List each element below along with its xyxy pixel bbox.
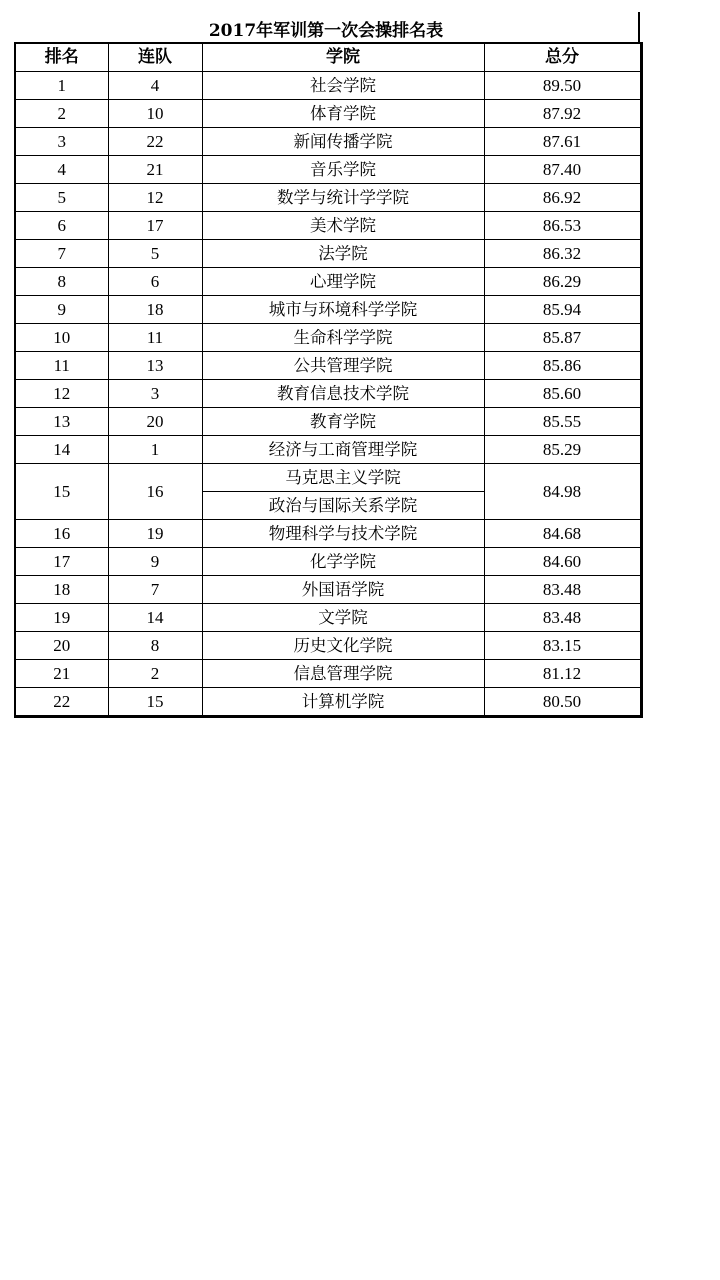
table-row [15, 296, 641, 324]
company-cell: 3 [108, 380, 202, 408]
college-cell: 马克思主义学院 [202, 464, 484, 492]
rank-cell: 2 [15, 100, 108, 128]
company-cell: 22 [108, 128, 202, 156]
company-cell: 10 [108, 100, 202, 128]
table-row [15, 352, 641, 380]
score-cell: 84.98 [484, 464, 641, 520]
header-company: 连队 [108, 43, 202, 72]
table-row [15, 632, 641, 660]
company-cell: 17 [108, 212, 202, 240]
score-cell: 85.29 [484, 436, 641, 464]
rank-cell: 12 [15, 380, 108, 408]
college-cell: 经济与工商管理学院 [202, 436, 484, 464]
rank-cell: 10 [15, 324, 108, 352]
college-cell: 美术学院 [202, 212, 484, 240]
company-cell: 19 [108, 520, 202, 548]
rank-cell: 7 [15, 240, 108, 268]
rank-cell: 21 [15, 660, 108, 688]
score-cell: 86.92 [484, 184, 641, 212]
college-cell: 新闻传播学院 [202, 128, 484, 156]
company-cell: 13 [108, 352, 202, 380]
college-cell: 物理科学与技术学院 [202, 520, 484, 548]
rank-cell: 18 [15, 576, 108, 604]
score-cell: 87.40 [484, 156, 641, 184]
rank-cell: 15 [15, 464, 108, 520]
rank-cell: 4 [15, 156, 108, 184]
table-row [15, 72, 641, 100]
score-cell: 83.48 [484, 604, 641, 632]
score-cell: 84.68 [484, 520, 641, 548]
table-row [15, 520, 641, 548]
table-row [15, 324, 641, 352]
table-body [15, 72, 641, 717]
college-cell: 音乐学院 [202, 156, 484, 184]
rank-cell: 11 [15, 352, 108, 380]
score-cell: 87.61 [484, 128, 641, 156]
company-cell: 7 [108, 576, 202, 604]
company-cell: 14 [108, 604, 202, 632]
rank-cell: 3 [15, 128, 108, 156]
college-cell: 社会学院 [202, 72, 484, 100]
rank-cell: 16 [15, 520, 108, 548]
company-cell: 4 [108, 72, 202, 100]
score-cell: 83.15 [484, 632, 641, 660]
table-row [15, 212, 641, 240]
rank-cell: 1 [15, 72, 108, 100]
table-row [15, 576, 641, 604]
college-cell: 体育学院 [202, 100, 484, 128]
rank-cell: 5 [15, 184, 108, 212]
company-cell: 5 [108, 240, 202, 268]
table-row [15, 380, 641, 408]
table-row [15, 156, 641, 184]
header-rank: 排名 [15, 43, 108, 72]
rank-cell: 22 [15, 688, 108, 717]
score-cell: 80.50 [484, 688, 641, 717]
header-college: 学院 [202, 43, 484, 72]
company-cell: 6 [108, 268, 202, 296]
score-cell: 85.86 [484, 352, 641, 380]
college-cell: 政治与国际关系学院 [202, 492, 484, 520]
college-cell: 教育学院 [202, 408, 484, 436]
rank-cell: 17 [15, 548, 108, 576]
table-row [15, 100, 641, 128]
ranking-sheet [14, 12, 640, 718]
rank-cell: 9 [15, 296, 108, 324]
score-cell: 86.29 [484, 268, 641, 296]
rank-cell: 13 [15, 408, 108, 436]
rank-cell: 8 [15, 268, 108, 296]
company-cell: 12 [108, 184, 202, 212]
college-cell: 生命科学学院 [202, 324, 484, 352]
company-cell: 20 [108, 408, 202, 436]
college-cell: 计算机学院 [202, 688, 484, 717]
table-row [15, 436, 641, 464]
header-row [15, 43, 641, 72]
table-row [15, 688, 641, 717]
college-cell: 化学学院 [202, 548, 484, 576]
score-cell: 86.32 [484, 240, 641, 268]
table-row [15, 548, 641, 576]
company-cell: 11 [108, 324, 202, 352]
rank-cell: 6 [15, 212, 108, 240]
company-cell: 15 [108, 688, 202, 717]
score-cell: 81.12 [484, 660, 641, 688]
score-cell: 85.87 [484, 324, 641, 352]
college-cell: 心理学院 [202, 268, 484, 296]
table-row [15, 408, 641, 436]
table-row [15, 604, 641, 632]
score-cell: 85.94 [484, 296, 641, 324]
table-row [15, 128, 641, 156]
table-row [15, 184, 641, 212]
company-cell: 9 [108, 548, 202, 576]
rank-cell: 19 [15, 604, 108, 632]
company-cell: 2 [108, 660, 202, 688]
table-title: 2017年军训第一次会操排名表 [208, 21, 444, 41]
header-score: 总分 [484, 43, 641, 72]
score-cell: 83.48 [484, 576, 641, 604]
table-row [15, 240, 641, 268]
company-cell: 16 [108, 464, 202, 520]
score-cell: 85.60 [484, 380, 641, 408]
company-cell: 21 [108, 156, 202, 184]
table-row-merged [15, 464, 641, 492]
company-cell: 18 [108, 296, 202, 324]
score-cell: 89.50 [484, 72, 641, 100]
score-cell: 85.55 [484, 408, 641, 436]
college-cell: 数学与统计学学院 [202, 184, 484, 212]
college-cell: 教育信息技术学院 [202, 380, 484, 408]
score-cell: 87.92 [484, 100, 641, 128]
college-cell: 信息管理学院 [202, 660, 484, 688]
company-cell: 1 [108, 436, 202, 464]
table-row [15, 268, 641, 296]
college-cell: 城市与环境科学学院 [202, 296, 484, 324]
rank-cell: 14 [15, 436, 108, 464]
college-cell: 文学院 [202, 604, 484, 632]
rank-cell: 20 [15, 632, 108, 660]
score-cell: 86.53 [484, 212, 641, 240]
score-cell: 84.60 [484, 548, 641, 576]
college-cell: 法学院 [202, 240, 484, 268]
table-row [15, 660, 641, 688]
college-cell: 外国语学院 [202, 576, 484, 604]
college-cell: 公共管理学院 [202, 352, 484, 380]
ranking-table [14, 42, 643, 718]
college-cell: 历史文化学院 [202, 632, 484, 660]
company-cell: 8 [108, 632, 202, 660]
title-row [14, 12, 640, 42]
